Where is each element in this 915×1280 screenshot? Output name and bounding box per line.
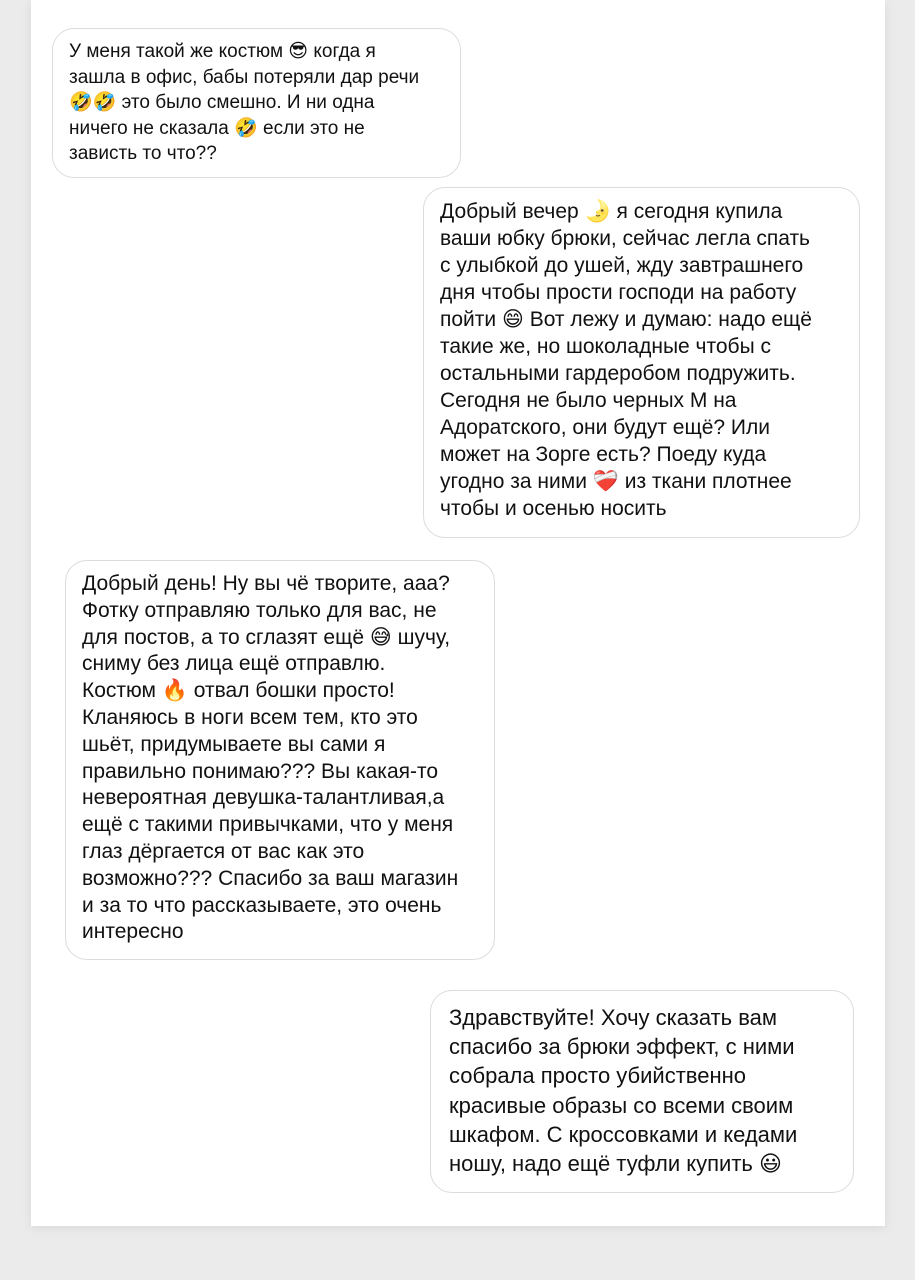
message-bubble-3: Добрый день! Ну вы чё творите, ааа? Фотку отправляю только для вас, не для постов, а то сглазят ещё 😅 шучу, сниму без лица ещё отправлю. Костюм 🔥 отвал бошки просто! Кланяюсь в ноги всем тем, кто это шьёт, придумываете вы сами я правильно понимаю??? Вы какая-то невероятная девушка-талантливая,а ещё с такими привычками, что у меня глаз дёргается от вас как это возможно??? Спасибо за ваш магазин и за то что рассказываете, это очень интересно — [65, 560, 495, 960]
message-bubble-2: Добрый вечер 🌛 я сегодня купила ваши юбку брюки, сейчас легла спать с улыбкой до ушей, жду завтрашнего дня чтобы прости господи на работу пойти 😄 Вот лежу и думаю: надо ещё такие же, но шоколадные чтобы с остальными гардеробом подружить. Сегодня не было черных М на Адоратского, они будут ещё? Или может на Зорге есть? Поеду куда угодно за ними ❤️‍🩹 из ткани плотнее чтобы и осенью носить — [423, 187, 860, 538]
message-bubble-1: У меня такой же костюм 😎 когда я зашла в офис, бабы потеряли дар речи 🤣🤣 это было смешно. И ни одна ничего не сказала 🤣 если это не зависть то что?? — [52, 28, 461, 178]
message-bubble-4: Здравствуйте! Хочу сказать вам спасибо за брюки эффект, с ними собрала просто убийственно красивые образы со всеми своим шкафом. С кроссовками и кедами ношу, надо ещё туфли купить 😃 — [430, 990, 854, 1193]
